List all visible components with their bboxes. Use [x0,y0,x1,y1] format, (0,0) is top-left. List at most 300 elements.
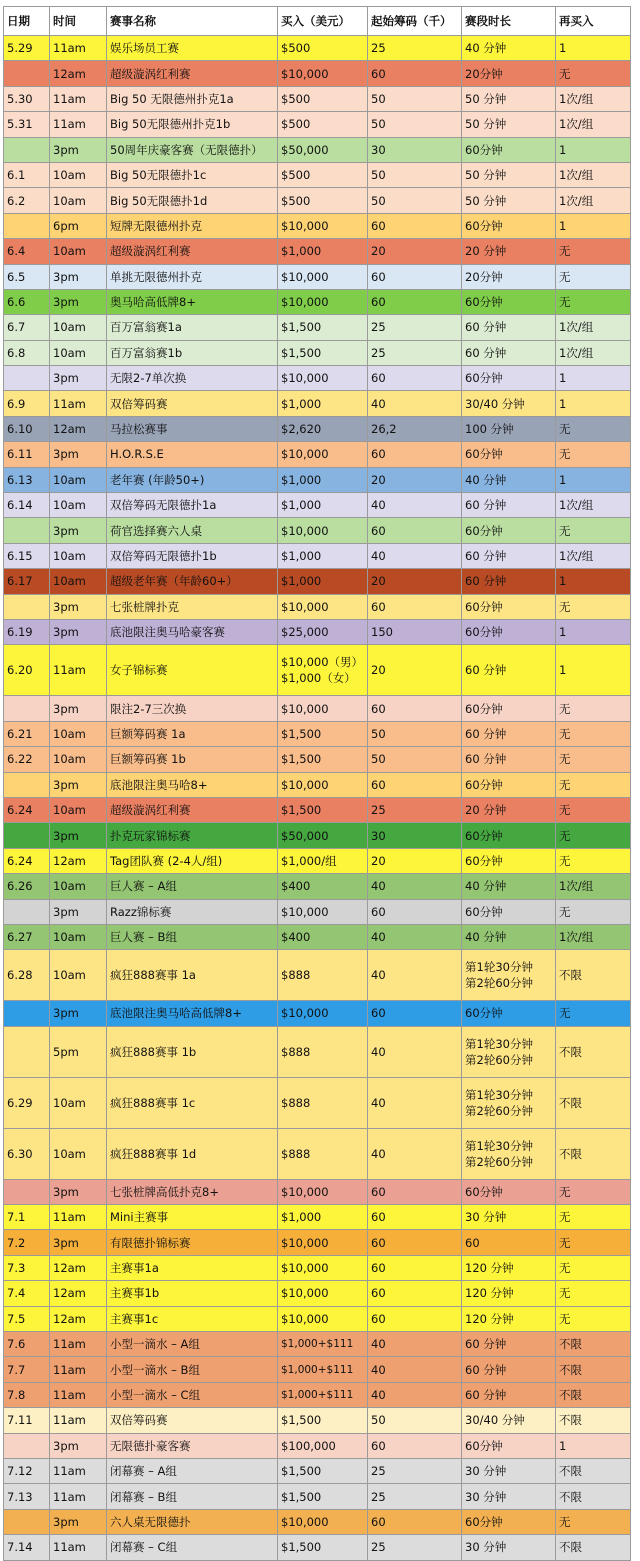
buyin-cell: $1,500 [278,315,368,340]
level-duration-cell: 60分钟 [462,1179,556,1204]
table-row [4,797,631,822]
table-row [4,772,631,797]
rebuy-cell: 1 [556,1433,631,1458]
date-cell: 7.11 [4,1408,50,1433]
starting-chips-cell: 50 [368,721,462,746]
date-cell: 6.21 [4,721,50,746]
level-duration-cell: 60分钟 [462,518,556,543]
starting-chips-cell: 50 [368,188,462,213]
time-cell: 11am [50,645,107,696]
table-row [4,1408,631,1433]
time-cell: 11am [50,1408,107,1433]
starting-chips-cell: 25 [368,340,462,365]
level-duration-cell: 60分钟 [462,1433,556,1458]
buyin-cell: $10,000 [278,1281,368,1306]
level-duration-cell: 30 分钟 [462,1535,556,1560]
level-duration-cell: 30/40 分钟 [462,1408,556,1433]
level-duration-cell: 60分钟 [462,823,556,848]
buyin-cell: $400 [278,924,368,949]
table-row [4,315,631,340]
header-date: 日期 [4,7,50,36]
rebuy-cell: 1次/组 [556,543,631,568]
table-row [4,1230,631,1255]
rebuy-cell: 1次/组 [556,493,631,518]
table-row [4,36,631,61]
time-cell: 3pm [50,1433,107,1458]
event-name-cell: 巨人赛 – B组 [107,924,278,949]
table-row [4,645,631,696]
buyin-cell: $10,000 [278,366,368,391]
buyin-cell: $10,000 [278,442,368,467]
table-row [4,1281,631,1306]
event-name-cell: Big 50无限德扑1d [107,188,278,213]
table-row [4,823,631,848]
event-name-cell: 主赛事1a [107,1255,278,1280]
level-duration-cell: 40 分钟 [462,874,556,899]
level-duration-cell: 20分钟 [462,61,556,86]
time-cell: 11am [50,1484,107,1509]
starting-chips-cell: 30 [368,823,462,848]
date-cell [4,518,50,543]
level-duration-cell: 50 分钟 [462,112,556,137]
time-cell: 11am [50,1382,107,1407]
table-row [4,1332,631,1357]
starting-chips-cell: 20 [368,569,462,594]
time-cell: 5pm [50,1026,107,1077]
header-rebuy: 再买入 [556,7,631,36]
date-cell: 6.22 [4,747,50,772]
starting-chips-cell: 50 [368,112,462,137]
starting-chips-cell: 50 [368,747,462,772]
buyin-cell: $1,500 [278,1408,368,1433]
rebuy-cell: 无 [556,848,631,873]
table-row [4,569,631,594]
level-duration-cell: 50 分钟 [462,188,556,213]
header-row [4,7,631,36]
event-name-cell: 短牌无限德州扑克 [107,213,278,238]
table-row [4,112,631,137]
table-row [4,924,631,949]
rebuy-cell: 无 [556,797,631,822]
event-name-cell: Big 50无限德扑1c [107,162,278,187]
date-cell [4,823,50,848]
date-cell: 7.2 [4,1230,50,1255]
buyin-cell: $1,000 [278,391,368,416]
time-cell: 10am [50,188,107,213]
event-name-cell: 有限德扑锦标赛 [107,1230,278,1255]
buyin-cell: $500 [278,36,368,61]
buyin-cell: $10,000 [278,289,368,314]
table-row [4,543,631,568]
time-cell: 10am [50,747,107,772]
event-name-cell: 双倍筹码赛 [107,1408,278,1433]
header-time: 时间 [50,7,107,36]
level-duration-cell: 60分钟 [462,619,556,644]
buyin-cell: $10,000 [278,1509,368,1534]
time-cell: 10am [50,569,107,594]
rebuy-cell: 无 [556,1230,631,1255]
table-row [4,1509,631,1534]
date-cell: 6.24 [4,797,50,822]
level-duration-cell: 60分钟 [462,594,556,619]
header-event-name: 赛事名称 [107,7,278,36]
level-duration-cell: 60分钟 [462,696,556,721]
starting-chips-cell: 60 [368,518,462,543]
starting-chips-cell: 25 [368,1458,462,1483]
time-cell: 3pm [50,137,107,162]
buyin-cell: $888 [278,1077,368,1128]
table-row [4,950,631,1001]
time-cell: 12am [50,61,107,86]
time-cell: 10am [50,874,107,899]
event-name-cell: 疯狂888赛事 1a [107,950,278,1001]
starting-chips-cell: 50 [368,162,462,187]
rebuy-cell: 1次/组 [556,112,631,137]
table-row [4,162,631,187]
date-cell [4,772,50,797]
level-duration-cell: 60 分钟 [462,1382,556,1407]
event-name-cell: Big 50 无限德州扑克1a [107,86,278,111]
event-name-cell: 巨额筹码赛 1a [107,721,278,746]
buyin-cell: $1,000 [278,543,368,568]
time-cell: 3pm [50,772,107,797]
starting-chips-cell: 60 [368,696,462,721]
starting-chips-cell: 60 [368,61,462,86]
buyin-cell: $10,000 [278,899,368,924]
buyin-cell: $888 [278,950,368,1001]
event-name-cell: H.O.R.S.E [107,442,278,467]
date-cell [4,1433,50,1458]
rebuy-cell: 无 [556,747,631,772]
date-cell: 6.13 [4,467,50,492]
event-name-cell: 巨人赛 – A组 [107,874,278,899]
buyin-cell: $50,000 [278,137,368,162]
event-name-cell: 50周年庆豪客赛（无限德扑） [107,137,278,162]
rebuy-cell: 无 [556,772,631,797]
table-row [4,416,631,441]
date-cell: 7.13 [4,1484,50,1509]
buyin-cell: $1,000+$111 [278,1332,368,1357]
event-name-cell: 扑克玩家锦标赛 [107,823,278,848]
time-cell: 11am [50,1458,107,1483]
buyin-cell: $500 [278,112,368,137]
level-duration-cell: 30 分钟 [462,1484,556,1509]
event-name-cell: Razz锦标赛 [107,899,278,924]
level-duration-cell: 40 分钟 [462,924,556,949]
time-cell: 10am [50,543,107,568]
date-cell [4,1026,50,1077]
rebuy-cell: 1次/组 [556,315,631,340]
table-row [4,239,631,264]
table-row [4,1077,631,1128]
starting-chips-cell: 25 [368,1535,462,1560]
starting-chips-cell: 26,2 [368,416,462,441]
starting-chips-cell: 25 [368,315,462,340]
rebuy-cell: 无 [556,696,631,721]
level-duration-cell: 100 分钟 [462,416,556,441]
rebuy-cell: 无 [556,61,631,86]
date-cell: 7.12 [4,1458,50,1483]
event-name-cell: 闭幕赛 – B组 [107,1484,278,1509]
rebuy-cell: 无 [556,1205,631,1230]
starting-chips-cell: 60 [368,772,462,797]
time-cell: 11am [50,391,107,416]
starting-chips-cell: 25 [368,1484,462,1509]
event-name-cell: 双倍筹码无限德扑1b [107,543,278,568]
buyin-cell: $10,000 [278,1306,368,1331]
starting-chips-cell: 60 [368,366,462,391]
rebuy-cell: 无 [556,721,631,746]
table-row [4,1306,631,1331]
time-cell: 10am [50,340,107,365]
starting-chips-cell: 40 [368,1128,462,1179]
date-cell: 6.26 [4,874,50,899]
starting-chips-cell: 40 [368,1077,462,1128]
rebuy-cell: 1 [556,213,631,238]
buyin-cell: $10,000 [278,1001,368,1026]
buyin-cell: $1,500 [278,747,368,772]
rebuy-cell: 无 [556,1281,631,1306]
table-row [4,61,631,86]
event-name-cell: 七张桩牌扑克 [107,594,278,619]
date-cell [4,1509,50,1534]
date-cell [4,1001,50,1026]
buyin-cell: $50,000 [278,823,368,848]
buyin-cell: $1,000 [278,569,368,594]
starting-chips-cell: 40 [368,1026,462,1077]
level-duration-cell: 第1轮30分钟 第2轮60分钟 [462,950,556,1001]
event-name-cell: 疯狂888赛事 1b [107,1026,278,1077]
time-cell: 11am [50,1332,107,1357]
starting-chips-cell: 40 [368,1332,462,1357]
starting-chips-cell: 25 [368,797,462,822]
rebuy-cell: 1 [556,36,631,61]
buyin-cell: $10,000 [278,213,368,238]
level-duration-cell: 60分钟 [462,289,556,314]
level-duration-cell: 60 分钟 [462,543,556,568]
time-cell: 3pm [50,518,107,543]
date-cell: 6.4 [4,239,50,264]
table-row [4,848,631,873]
table-row [4,188,631,213]
event-name-cell: 主赛事1c [107,1306,278,1331]
level-duration-cell: 30 分钟 [462,1458,556,1483]
level-duration-cell: 50 分钟 [462,162,556,187]
event-name-cell: 马拉松赛事 [107,416,278,441]
buyin-cell: $1,000/组 [278,848,368,873]
date-cell: 6.17 [4,569,50,594]
time-cell: 10am [50,239,107,264]
time-cell: 10am [50,924,107,949]
date-cell: 6.6 [4,289,50,314]
starting-chips-cell: 40 [368,1382,462,1407]
table-row [4,1458,631,1483]
rebuy-cell: 1 [556,569,631,594]
date-cell: 6.5 [4,264,50,289]
rebuy-cell: 1次/组 [556,924,631,949]
buyin-cell: $1,000+$111 [278,1382,368,1407]
starting-chips-cell: 40 [368,391,462,416]
table-row [4,264,631,289]
buyin-cell: $1,000 [278,239,368,264]
time-cell: 3pm [50,1230,107,1255]
level-duration-cell: 60 分钟 [462,569,556,594]
table-row [4,594,631,619]
rebuy-cell: 1 [556,467,631,492]
rebuy-cell: 不限 [556,950,631,1001]
time-cell: 10am [50,1077,107,1128]
table-row [4,391,631,416]
starting-chips-cell: 40 [368,874,462,899]
table-row [4,1128,631,1179]
date-cell: 6.20 [4,645,50,696]
time-cell: 10am [50,721,107,746]
date-cell: 7.14 [4,1535,50,1560]
rebuy-cell: 1 [556,645,631,696]
time-cell: 12am [50,416,107,441]
level-duration-cell: 60 [462,1230,556,1255]
event-name-cell: 无限2-7单次换 [107,366,278,391]
time-cell: 3pm [50,366,107,391]
date-cell: 5.30 [4,86,50,111]
starting-chips-cell: 60 [368,289,462,314]
time-cell: 11am [50,1357,107,1382]
event-name-cell: 超级老年赛（年龄60+） [107,569,278,594]
time-cell: 3pm [50,1509,107,1534]
rebuy-cell: 无 [556,1001,631,1026]
event-name-cell: 超级漩涡红利赛 [107,239,278,264]
rebuy-cell: 不限 [556,1458,631,1483]
level-duration-cell: 60 分钟 [462,340,556,365]
level-duration-cell: 20 分钟 [462,239,556,264]
table-row [4,747,631,772]
starting-chips-cell: 60 [368,1205,462,1230]
starting-chips-cell: 60 [368,1509,462,1534]
time-cell: 3pm [50,1179,107,1204]
table-row [4,213,631,238]
event-name-cell: 六人桌无限德扑 [107,1509,278,1534]
date-cell: 6.7 [4,315,50,340]
starting-chips-cell: 60 [368,1179,462,1204]
rebuy-cell: 1次/组 [556,874,631,899]
event-name-cell: 老年赛 (年龄50+) [107,467,278,492]
level-duration-cell: 60 分钟 [462,1357,556,1382]
table-row [4,874,631,899]
table-row [4,86,631,111]
level-duration-cell: 60分钟 [462,1001,556,1026]
date-cell: 7.7 [4,1357,50,1382]
starting-chips-cell: 60 [368,594,462,619]
table-row [4,1357,631,1382]
time-cell: 3pm [50,1001,107,1026]
time-cell: 11am [50,1205,107,1230]
table-row [4,1205,631,1230]
starting-chips-cell: 50 [368,1408,462,1433]
time-cell: 3pm [50,696,107,721]
date-cell: 6.11 [4,442,50,467]
event-name-cell: 闭幕赛 – C组 [107,1535,278,1560]
time-cell: 3pm [50,899,107,924]
header-buyin: 买入（美元） [278,7,368,36]
buyin-cell: $1,000 [278,1205,368,1230]
rebuy-cell: 1次/组 [556,86,631,111]
date-cell [4,899,50,924]
table-row [4,1382,631,1407]
level-duration-cell: 60 分钟 [462,493,556,518]
time-cell: 12am [50,1306,107,1331]
date-cell: 6.8 [4,340,50,365]
rebuy-cell: 不限 [556,1332,631,1357]
time-cell: 11am [50,86,107,111]
rebuy-cell: 无 [556,518,631,543]
date-cell: 6.14 [4,493,50,518]
date-cell: 7.1 [4,1205,50,1230]
time-cell: 3pm [50,823,107,848]
rebuy-cell: 无 [556,823,631,848]
starting-chips-cell: 150 [368,619,462,644]
date-cell [4,1179,50,1204]
buyin-cell: $1,500 [278,1484,368,1509]
time-cell: 3pm [50,264,107,289]
table-row [4,721,631,746]
level-duration-cell: 60分钟 [462,772,556,797]
level-duration-cell: 20分钟 [462,264,556,289]
time-cell: 12am [50,1281,107,1306]
date-cell: 6.24 [4,848,50,873]
event-name-cell: Mini主赛事 [107,1205,278,1230]
date-cell [4,137,50,162]
buyin-cell: $1,000 [278,467,368,492]
date-cell: 6.15 [4,543,50,568]
event-name-cell: Big 50无限德州扑克1b [107,112,278,137]
table-row [4,1433,631,1458]
starting-chips-cell: 60 [368,264,462,289]
rebuy-cell: 无 [556,264,631,289]
starting-chips-cell: 60 [368,899,462,924]
time-cell: 10am [50,797,107,822]
buyin-cell: $10,000 [278,1255,368,1280]
starting-chips-cell: 20 [368,467,462,492]
time-cell: 3pm [50,619,107,644]
starting-chips-cell: 60 [368,213,462,238]
buyin-cell: $1,000 [278,493,368,518]
buyin-cell: $10,000 [278,518,368,543]
buyin-cell: $500 [278,86,368,111]
level-duration-cell: 60 分钟 [462,747,556,772]
starting-chips-cell: 60 [368,442,462,467]
buyin-cell: $400 [278,874,368,899]
rebuy-cell: 无 [556,1306,631,1331]
table-row [4,1484,631,1509]
starting-chips-cell: 60 [368,1433,462,1458]
header-starting-chips: 起始筹码（千） [368,7,462,36]
rebuy-cell: 无 [556,289,631,314]
level-duration-cell: 60分钟 [462,137,556,162]
level-duration-cell: 60分钟 [462,848,556,873]
header-level-duration: 赛段时长 [462,7,556,36]
event-name-cell: 小型一滴水 – B组 [107,1357,278,1382]
event-name-cell: 小型一滴水 – C组 [107,1382,278,1407]
level-duration-cell: 60 分钟 [462,1332,556,1357]
table-row [4,442,631,467]
table-row [4,289,631,314]
date-cell [4,696,50,721]
table-row [4,899,631,924]
date-cell: 6.30 [4,1128,50,1179]
buyin-cell: $10,000 [278,594,368,619]
buyin-cell: $1,500 [278,721,368,746]
level-duration-cell: 60分钟 [462,899,556,924]
